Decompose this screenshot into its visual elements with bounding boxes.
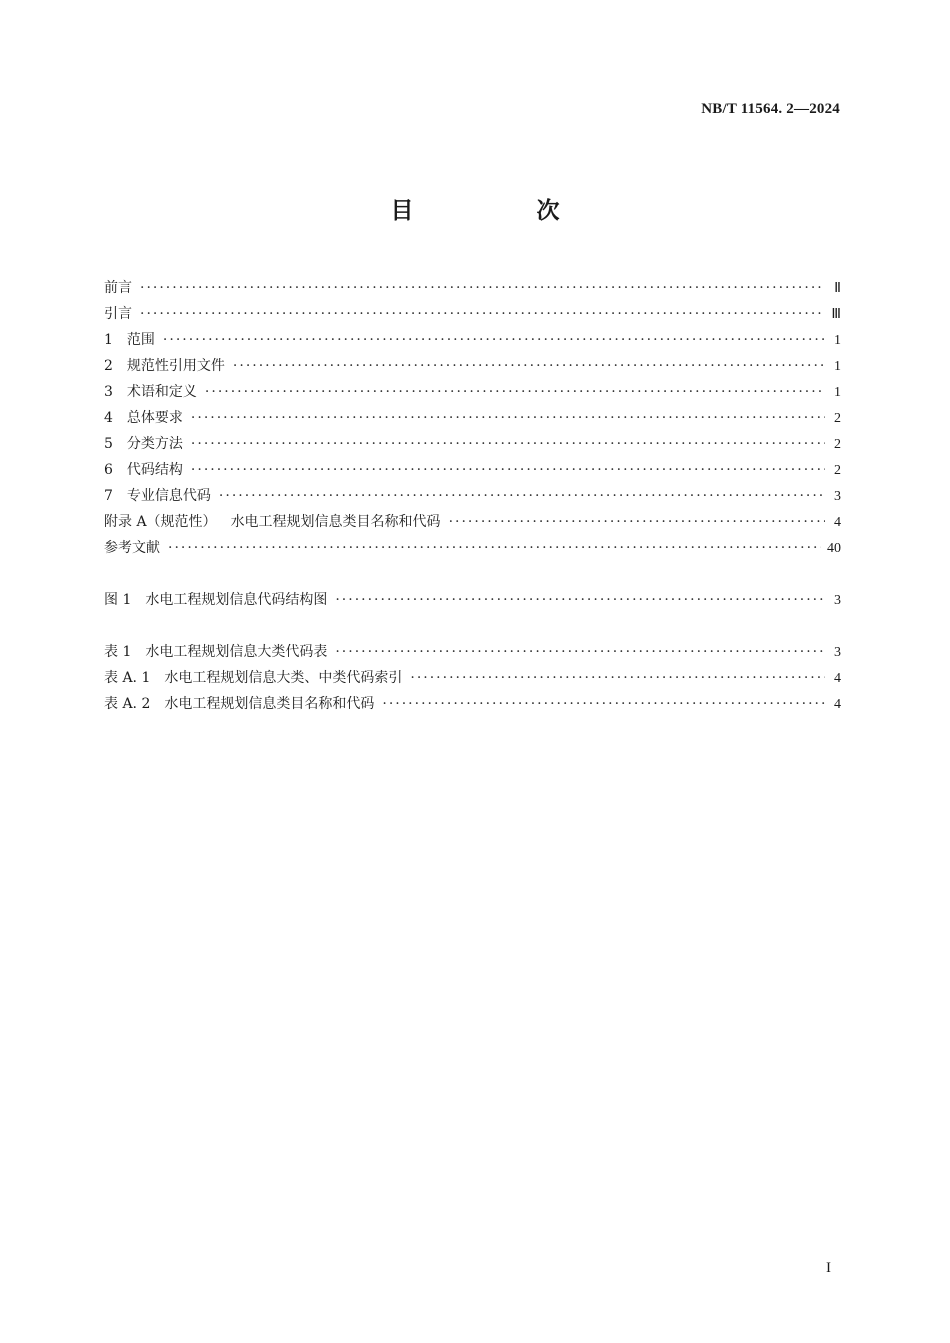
toc-leader-dots <box>168 535 821 561</box>
toc-leader-dots <box>163 327 825 353</box>
toc-entry-label: 前言 <box>104 280 132 296</box>
toc-entry-number: 附录 A（规范性） <box>104 514 217 530</box>
toc-entry-page: 4 <box>834 515 841 530</box>
toc-entry-references[interactable] <box>104 535 841 561</box>
toc-leader-dots <box>140 301 825 327</box>
toc-entry-section-6[interactable] <box>104 457 841 483</box>
toc-leader-dots <box>219 483 825 509</box>
page-number: I <box>826 1260 831 1276</box>
toc-entry-text: 水电工程规划信息大类代码表 <box>145 644 328 660</box>
toc-title: 目 次 <box>390 198 610 224</box>
toc-entry-page: Ⅲ <box>831 307 841 322</box>
toc-tables <box>104 639 841 717</box>
toc-entry-label <box>104 483 211 509</box>
toc-entry-number: 6 <box>104 462 113 478</box>
toc-entry-page: 2 <box>834 437 841 452</box>
toc-entry-preface[interactable] <box>104 275 841 301</box>
toc-entry-text: 规范性引用文件 <box>126 358 225 374</box>
toc-entry-figure-1[interactable] <box>104 587 841 613</box>
toc-leader-dots <box>449 509 825 535</box>
toc-leader-dots <box>410 665 825 691</box>
toc-entry-page: 3 <box>834 593 841 608</box>
toc-entry-number: 图 1 <box>104 592 132 608</box>
toc-entry-section-4[interactable] <box>104 405 841 431</box>
toc-leader-dots <box>335 587 825 613</box>
toc-entry-page: 1 <box>834 333 841 348</box>
toc-entry-number: 表 1 <box>104 644 132 660</box>
toc-entry-label <box>104 587 327 613</box>
toc-entry-table-1[interactable] <box>104 639 841 665</box>
toc-entry-text: 代码结构 <box>126 462 183 478</box>
toc-entry-section-7[interactable] <box>104 483 841 509</box>
toc-entry-text: 专业信息代码 <box>126 488 211 504</box>
toc-entry-label: 参考文献 <box>104 540 160 556</box>
toc-leader-dots <box>205 379 825 405</box>
toc-entry-number: 5 <box>104 436 113 452</box>
toc-entry-label <box>104 405 183 431</box>
toc-entry-number: 表 A. 2 <box>104 696 151 712</box>
toc-entry-label <box>104 431 183 457</box>
toc-entry-introduction[interactable] <box>104 301 841 327</box>
toc-entry-label: 引言 <box>104 306 132 322</box>
toc-leader-dots <box>140 275 825 301</box>
toc-entry-number: 1 <box>104 332 113 348</box>
toc-entry-text: 范围 <box>126 332 155 348</box>
toc-entry-section-5[interactable] <box>104 431 841 457</box>
toc-leader-dots <box>191 405 825 431</box>
toc-entry-text: 分类方法 <box>126 436 183 452</box>
table-of-contents <box>104 275 841 717</box>
toc-leader-dots <box>191 457 825 483</box>
toc-entry-text: 术语和定义 <box>126 384 197 400</box>
toc-entry-label <box>104 691 374 717</box>
toc-entry-number: 4 <box>104 410 113 426</box>
toc-entry-section-3[interactable] <box>104 379 841 405</box>
toc-entry-number: 表 A. 1 <box>104 670 151 686</box>
toc-entry-text: 水电工程规划信息类目名称和代码 <box>230 514 441 530</box>
toc-entry-page: 40 <box>827 541 841 556</box>
document-standard-code: NB/T 11564. 2—2024 <box>701 101 840 117</box>
toc-entry-table-a1[interactable] <box>104 665 841 691</box>
toc-leader-dots <box>233 353 825 379</box>
toc-entry-label <box>104 639 327 665</box>
toc-entry-page: 1 <box>834 359 841 374</box>
toc-entry-table-a2[interactable] <box>104 691 841 717</box>
toc-entry-section-2[interactable] <box>104 353 841 379</box>
toc-entry-page: 3 <box>834 489 841 504</box>
toc-entry-page: 4 <box>834 671 841 686</box>
toc-entry-text: 总体要求 <box>126 410 183 426</box>
toc-entry-text: 水电工程规划信息代码结构图 <box>145 592 328 608</box>
toc-entry-text: 水电工程规划信息大类、中类代码索引 <box>164 670 403 686</box>
toc-sections <box>104 275 841 561</box>
toc-entry-page: 1 <box>834 385 841 400</box>
toc-entry-page: Ⅱ <box>834 281 841 296</box>
toc-entry-page: 2 <box>834 411 841 426</box>
toc-entry-label <box>104 327 155 353</box>
toc-entry-text: 水电工程规划信息类目名称和代码 <box>164 696 375 712</box>
toc-leader-dots <box>191 431 825 457</box>
toc-entry-page: 2 <box>834 463 841 478</box>
toc-entry-label <box>104 509 441 535</box>
toc-leader-dots <box>382 691 825 717</box>
toc-entry-label <box>104 457 183 483</box>
toc-figures <box>104 587 841 613</box>
toc-entry-page: 4 <box>834 697 841 712</box>
toc-entry-label <box>104 379 197 405</box>
toc-entry-number: 2 <box>104 358 113 374</box>
toc-entry-label <box>104 353 225 379</box>
toc-entry-section-1[interactable] <box>104 327 841 353</box>
toc-entry-number: 7 <box>104 488 113 504</box>
toc-leader-dots <box>335 639 825 665</box>
toc-entry-label <box>104 665 402 691</box>
toc-entry-appendix-a[interactable] <box>104 509 841 535</box>
toc-entry-page: 3 <box>834 645 841 660</box>
toc-entry-number: 3 <box>104 384 113 400</box>
